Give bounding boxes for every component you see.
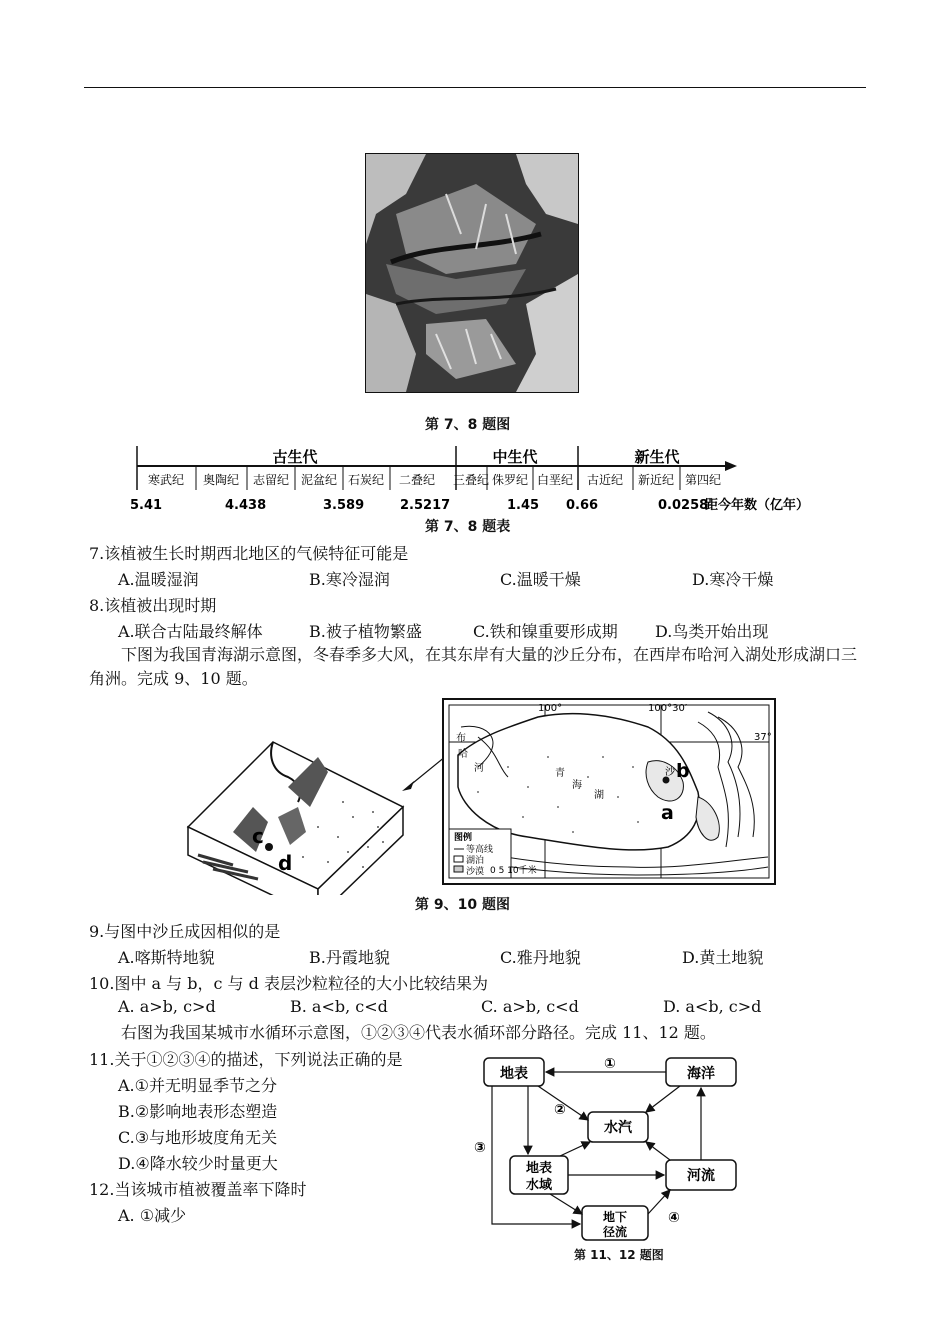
path-1: ① [604,1056,616,1072]
node-surface-water-1: 地表 [525,1161,553,1176]
question-10-stem: 10.图中 a 与 b，c 与 d 表层沙粒粒径的大小比较结果为 [89,974,488,993]
q7-option-b: B.寒冷湿润 [309,570,390,589]
q11-option-c: C.③与地形坡度角无关 [118,1128,278,1147]
path-4: ④ [668,1210,680,1226]
q8-option-c: C.铁和镍重要形成期 [473,622,618,641]
path-3: ③ [474,1140,486,1156]
sand-char: 沙 [665,767,675,778]
period-label: 新近纪 [637,473,675,487]
water-cycle-diagram [470,1048,750,1244]
period-label: 寒武纪 [147,473,185,487]
age-label: 5.41 [130,498,163,513]
q7-option-c: C.温暖干燥 [500,570,581,589]
era-paleozoic: 古生代 [272,448,318,466]
node-vapor: 水汽 [604,1120,632,1136]
legend-lake: 湖泊 [466,856,485,866]
node-surface-water-2: 水域 [525,1178,553,1193]
q8-option-d: D.鸟类开始出现 [655,622,769,641]
q8-option-a: A.联合古陆最终解体 [118,622,263,641]
q9-option-b: B.丹霞地貌 [309,948,390,967]
qinghai-lake-figure [178,697,778,895]
era-mesozoic: 中生代 [492,448,538,466]
age-label: 2.5217 [400,498,451,513]
river-char: 布 [456,733,466,744]
axis-label: 距今年数（亿年） [705,498,810,513]
period-label: 志留纪 [252,473,290,487]
lat-37: 37° [754,732,772,743]
label-b: b [676,760,690,782]
q11-option-b: B.②影响地表形态塑造 [118,1102,278,1121]
period-label: 第四纪 [684,473,722,487]
fossil-photo [365,153,579,393]
age-label: 0.0258 [658,498,709,513]
river-char: 哈 [458,749,468,760]
fig78-photo-caption: 第 7、8 题图 [425,417,511,433]
node-ocean: 海洋 [687,1066,715,1082]
q9-option-c: C.雅丹地貌 [500,948,581,967]
q10-option-d: D. a<b, c>d [663,997,762,1016]
label-d: d [278,851,293,875]
era-cenozoic: 新生代 [634,448,680,466]
age-label: 3.589 [323,498,365,513]
period-label: 古近纪 [586,473,624,487]
question-8-stem: 8.该植被出现时期 [89,596,217,615]
lon-100-30: 100°30′ [648,703,688,714]
lake-char: 青 [555,768,565,779]
delta-block-diagram [188,742,403,895]
age-label: 0.66 [566,498,599,513]
intro-9-10: 下图为我国青海湖示意图，冬春季多大风，在其东岸有大量的沙丘分布，在西岸布哈河入湖处形成湖口三角洲。完成 9、10 题。 [89,645,858,688]
q8-option-b: B.被子植物繁盛 [309,622,422,641]
legend-title: 图例 [454,833,473,843]
period-label: 白垩纪 [536,473,574,487]
top-rule [84,87,866,88]
lake-char: 海 [572,780,582,791]
q11-option-a: A.①并无明显季节之分 [118,1076,277,1095]
legend-desert: 沙漠 [466,867,485,877]
question-12-stem: 12.当该城市植被覆盖率下降时 [89,1180,307,1199]
age-label: 1.45 [507,498,540,513]
label-c: c [252,824,264,848]
node-surface: 地表 [500,1066,528,1082]
map-scale: 0 5 10千米 [490,866,537,876]
period-label: 泥盆纪 [300,473,338,487]
node-river: 河流 [687,1168,715,1184]
q9-option-d: D.黄土地貌 [682,948,764,967]
period-label: 奥陶纪 [202,473,240,487]
period-label: 侏罗纪 [491,473,529,487]
lon-100: 100° [538,703,563,714]
q9-option-a: A.喀斯特地貌 [118,948,215,967]
period-label: 二叠纪 [398,473,436,487]
age-label: 4.438 [225,498,267,513]
period-label: 三叠纪 [452,473,490,487]
lake-map [443,699,775,884]
lake-char: 湖 [594,790,604,801]
period-label: 石炭纪 [347,473,385,487]
geologic-timeline [125,440,825,516]
fig1112-caption: 第 11、12 题图 [574,1248,664,1262]
q7-option-a: A.温暖湿润 [118,570,199,589]
intro-11-12: 右图为我国某城市水循环示意图，①②③④代表水循环部分路径。完成 11、12 题。 [121,1023,716,1042]
q10-option-b: B. a<b, c<d [290,997,388,1016]
q11-option-d: D.④降水较少时量更大 [118,1154,278,1173]
node-groundwater-2: 径流 [602,1225,628,1239]
q10-option-c: C. a>b, c<d [481,997,579,1016]
path-2: ② [554,1102,566,1118]
question-11-stem: 11.关于①②③④的描述，下列说法正确的是 [89,1050,403,1069]
q7-option-d: D.寒冷干燥 [692,570,774,589]
q10-option-a: A. a>b, c>d [118,997,216,1016]
river-char: 河 [474,763,484,774]
node-groundwater-1: 地下 [602,1210,628,1224]
label-a: a [661,802,674,824]
fig910-caption: 第 9、10 题图 [415,897,510,913]
question-9-stem: 9.与图中沙丘成因相似的是 [89,922,281,941]
fig78-table-caption: 第 7、8 题表 [425,519,511,535]
question-7-stem: 7.该植被生长时期西北地区的气候特征可能是 [89,544,409,563]
q12-option-a: A. ①减少 [118,1206,187,1225]
legend-contour: 等高线 [466,845,494,855]
